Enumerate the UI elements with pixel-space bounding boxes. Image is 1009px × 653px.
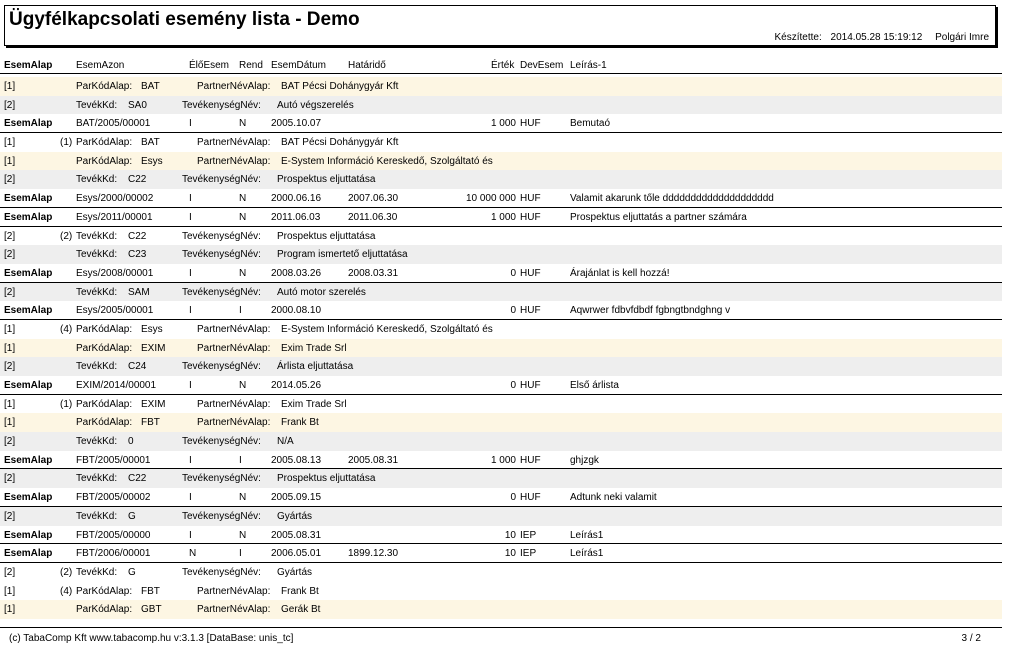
group-value-1: G [128, 566, 136, 578]
group-row [0, 600, 1002, 619]
group-value-1: EXIM [141, 342, 166, 354]
event-date: 2005.09.15 [271, 492, 322, 504]
group-value-2: Autó végszerelés [277, 99, 354, 111]
event-order: I [239, 454, 242, 466]
event-currency: IEP [520, 548, 537, 560]
event-order: N [239, 193, 247, 205]
event-order: I [239, 548, 242, 560]
event-active: I [189, 267, 192, 279]
group-key-2: TevékenységNév: [182, 174, 261, 186]
event-type: EsemAlap [4, 267, 53, 279]
group-key-1: ParKódAlap: [76, 604, 133, 616]
event-currency: HUF [520, 380, 541, 391]
group-prefix: (2) [60, 566, 73, 578]
group-key-1: TevékKd: [76, 436, 118, 448]
group-key-1: TevékKd: [76, 361, 118, 373]
event-order: N [239, 211, 247, 223]
group-tag: [2] [4, 249, 16, 261]
group-tag: [2] [4, 174, 16, 186]
event-value: 1 000 [490, 454, 516, 466]
event-description: Leírás1 [570, 529, 604, 541]
col-active: ÉlőEsem [189, 60, 230, 71]
event-active: I [189, 211, 192, 223]
col-type: EsemAlap [4, 60, 53, 71]
group-value-1: Esys [141, 155, 163, 167]
group-value-2: Gerák Bt [281, 604, 321, 616]
event-value: 10 [504, 548, 516, 560]
created-label: Készítette: [774, 32, 822, 43]
group-row [0, 339, 1002, 358]
event-deadline: 2005.08.31 [348, 454, 399, 466]
event-value: 10 [504, 529, 516, 541]
group-key-2: TevékenységNév: [182, 361, 261, 373]
group-key-2: TevékenységNév: [182, 436, 261, 448]
group-key-2: TevékenységNév: [182, 510, 261, 522]
group-key-1: ParKódAlap: [76, 81, 133, 92]
group-key-1: TevékKd: [76, 286, 118, 298]
event-date: 2006.05.01 [271, 548, 322, 560]
group-prefix: (1) [60, 398, 73, 410]
event-value: 0 [510, 380, 516, 391]
event-order: N [239, 267, 247, 279]
col-currency: DevEsem [520, 60, 564, 71]
event-currency: HUF [520, 267, 541, 279]
group-value-2: N/A [277, 436, 294, 448]
event-row [0, 488, 1002, 507]
group-key-1: TevékKd: [76, 99, 118, 111]
report-title: Ügyfélkapcsolati esemény lista - Demo [9, 9, 360, 30]
event-currency: HUF [520, 118, 541, 130]
event-value: 1 000 [490, 118, 516, 130]
event-row [0, 114, 1002, 133]
event-value: 10 000 000 [465, 193, 516, 205]
group-value-1: C22 [128, 230, 147, 242]
group-value-2: Frank Bt [281, 585, 319, 597]
event-row [0, 451, 1002, 470]
group-row [0, 413, 1002, 432]
group-key-2: PartnerNévAlap: [197, 81, 271, 92]
group-row [0, 227, 1002, 246]
group-key-1: TevékKd: [76, 510, 118, 522]
event-type: EsemAlap [4, 492, 53, 504]
event-row [0, 526, 1002, 545]
group-tag: [2] [4, 99, 16, 111]
group-tag: [1] [4, 398, 16, 410]
group-key-2: TevékenységNév: [182, 473, 261, 485]
event-row [0, 376, 1002, 395]
group-value-2: Gyártás [277, 566, 313, 578]
group-tag: [2] [4, 510, 16, 522]
event-id: Esys/2011/00001 [76, 211, 153, 223]
group-tag: [1] [4, 585, 16, 597]
group-tag: [1] [4, 604, 16, 616]
event-order: N [239, 380, 247, 391]
group-key-2: PartnerNévAlap: [197, 604, 271, 616]
col-id: EsemAzon [76, 60, 125, 71]
footer-copyright: (c) TabaComp Kft www.tabacomp.hu v:3.1.3 [DataBase: unis_tc] [9, 633, 294, 644]
event-currency: IEP [520, 529, 537, 541]
group-row [0, 582, 1002, 601]
group-prefix: (2) [60, 230, 73, 242]
event-description: Leírás1 [570, 548, 604, 560]
event-order: N [239, 492, 247, 504]
group-key-2: TevékenységNév: [182, 249, 261, 261]
event-value: 0 [510, 305, 516, 317]
group-row [0, 245, 1002, 264]
event-type: EsemAlap [4, 193, 53, 205]
group-row [0, 563, 1002, 582]
group-tag: [2] [4, 473, 16, 485]
event-description: Valamit akarunk tőle dddddddddddddddddddd [570, 193, 774, 205]
event-active: I [189, 529, 192, 541]
group-row [0, 395, 1002, 414]
event-row [0, 544, 1002, 563]
group-value-2: Frank Bt [281, 417, 319, 429]
event-date: 2011.06.03 [271, 211, 321, 223]
event-active: N [189, 548, 197, 560]
event-value: 1 000 [490, 211, 516, 223]
group-key-2: PartnerNévAlap: [197, 398, 271, 410]
group-value-1: FBT [141, 585, 160, 597]
event-currency: HUF [520, 305, 541, 317]
event-deadline: 2011.06.30 [348, 211, 398, 223]
event-type: EsemAlap [4, 305, 53, 317]
group-value-2: Autó motor szerelés [277, 286, 366, 298]
event-order: I [239, 305, 242, 317]
event-active: I [189, 193, 192, 205]
event-id: EXIM/2014/00001 [76, 380, 157, 391]
event-id: BAT/2005/00001 [76, 118, 151, 130]
group-key-2: PartnerNévAlap: [197, 417, 271, 429]
event-date: 2000.08.10 [271, 305, 322, 317]
event-type: EsemAlap [4, 548, 53, 560]
col-value: Érték [491, 60, 515, 71]
event-id: Esys/2000/00002 [76, 193, 154, 205]
group-tag: [1] [4, 417, 16, 429]
report-header [4, 5, 996, 46]
report-footer [0, 627, 1002, 648]
group-value-1: EXIM [141, 398, 166, 410]
group-row [0, 469, 1002, 488]
event-deadline: 1899.12.30 [348, 548, 399, 560]
group-tag: [2] [4, 566, 16, 578]
group-key-1: TevékKd: [76, 230, 118, 242]
created-info [769, 32, 989, 43]
col-deadline: Határidő [348, 60, 386, 71]
event-currency: HUF [520, 193, 541, 205]
group-tag: [2] [4, 230, 16, 242]
event-date: 2005.08.31 [271, 529, 322, 541]
event-description: Adtunk neki valamit [570, 492, 657, 504]
group-key-2: PartnerNévAlap: [197, 585, 271, 597]
group-key-1: TevékKd: [76, 249, 118, 261]
group-tag: [1] [4, 137, 16, 149]
group-prefix: (4) [60, 323, 73, 335]
group-value-2: Exim Trade Srl [281, 342, 347, 354]
column-header-row [0, 58, 1002, 74]
event-id: FBT/2005/00002 [76, 492, 151, 504]
group-tag: [1] [4, 323, 16, 335]
group-row [0, 507, 1002, 526]
event-type: EsemAlap [4, 118, 53, 130]
event-active: I [189, 454, 192, 466]
event-type: EsemAlap [4, 529, 53, 541]
group-key-2: PartnerNévAlap: [197, 342, 271, 354]
event-row [0, 208, 1002, 227]
event-id: FBT/2005/00001 [76, 454, 151, 466]
group-key-1: ParKódAlap: [76, 137, 133, 149]
group-key-2: TevékenységNév: [182, 230, 261, 242]
report-body [0, 77, 1002, 619]
group-key-1: ParKódAlap: [76, 398, 133, 410]
group-value-1: 0 [128, 436, 134, 448]
group-row [0, 283, 1002, 302]
event-description: Első árlista [570, 380, 619, 391]
group-value-2: Exim Trade Srl [281, 398, 347, 410]
group-key-1: TevékKd: [76, 174, 118, 186]
group-value-2: BAT Pécsi Dohánygyár Kft [281, 81, 399, 92]
group-tag: [1] [4, 81, 16, 92]
group-value-1: SA0 [128, 99, 147, 111]
group-tag: [2] [4, 436, 16, 448]
group-value-2: Program ismertető eljuttatása [277, 249, 408, 261]
created-datetime: 2014.05.28 15:19:12 [830, 32, 923, 43]
group-value-1: GBT [141, 604, 162, 616]
group-value-2: E-System Információ Kereskedő, Szolgáltató és [281, 323, 493, 335]
event-date: 2005.08.13 [271, 454, 322, 466]
group-prefix: (4) [60, 585, 73, 597]
event-row [0, 301, 1002, 320]
group-value-2: Árlista eljuttatása [277, 361, 354, 373]
event-type: EsemAlap [4, 211, 53, 223]
group-value-1: BAT [141, 137, 160, 149]
group-value-1: SAM [128, 286, 150, 298]
event-id: Esys/2005/00001 [76, 305, 154, 317]
group-key-2: PartnerNévAlap: [197, 323, 271, 335]
group-value-1: C22 [128, 174, 147, 186]
event-id: FBT/2006/00001 [76, 548, 151, 560]
group-row [0, 152, 1002, 171]
group-value-2: Prospektus eljuttatása [277, 473, 376, 485]
event-description: Bemutaó [570, 118, 611, 130]
group-value-2: Prospektus eljuttatása [277, 174, 376, 186]
group-value-1: C24 [128, 361, 147, 373]
group-value-1: BAT [141, 81, 160, 92]
group-row [0, 96, 1002, 115]
group-value-1: C23 [128, 249, 147, 261]
group-key-1: ParKódAlap: [76, 323, 133, 335]
group-tag: [2] [4, 361, 16, 373]
col-description: Leírás-1 [570, 60, 607, 71]
event-order: N [239, 118, 247, 130]
group-key-2: PartnerNévAlap: [197, 137, 271, 149]
event-value: 0 [510, 492, 516, 504]
group-key-1: TevékKd: [76, 473, 118, 485]
event-currency: HUF [520, 492, 541, 504]
group-row [0, 170, 1002, 189]
group-key-1: TevékKd: [76, 566, 118, 578]
group-value-2: Gyártás [277, 510, 313, 522]
event-date: 2000.06.16 [271, 193, 322, 205]
group-tag: [1] [4, 155, 16, 167]
group-key-2: TevékenységNév: [182, 566, 261, 578]
event-description: Prospektus eljuttatás a partner számára [570, 211, 747, 223]
event-date: 2014.05.26 [271, 380, 322, 391]
event-currency: HUF [520, 211, 541, 223]
event-type: EsemAlap [4, 454, 53, 466]
group-tag: [1] [4, 342, 16, 354]
event-id: FBT/2005/00000 [76, 529, 151, 541]
group-key-2: TevékenységNév: [182, 286, 261, 298]
group-row [0, 357, 1002, 376]
event-description: ghjzgk [570, 454, 599, 466]
event-description: Árajánlat is kell hozzá! [570, 267, 670, 279]
group-value-1: FBT [141, 417, 160, 429]
group-key-1: ParKódAlap: [76, 417, 133, 429]
event-active: I [189, 380, 192, 391]
group-value-2: BAT Pécsi Dohánygyár Kft [281, 137, 399, 149]
group-prefix: (1) [60, 137, 73, 149]
event-order: N [239, 529, 247, 541]
group-value-1: C22 [128, 473, 147, 485]
event-active: I [189, 492, 192, 504]
group-value-2: Prospektus eljuttatása [277, 230, 376, 242]
event-row [0, 189, 1002, 208]
group-key-2: TevékenységNév: [182, 99, 261, 111]
group-value-1: G [128, 510, 136, 522]
event-deadline: 2008.03.31 [348, 267, 399, 279]
group-row [0, 432, 1002, 451]
group-row [0, 133, 1002, 152]
event-deadline: 2007.06.30 [348, 193, 399, 205]
event-id: Esys/2008/00001 [76, 267, 154, 279]
event-active: I [189, 118, 192, 130]
group-key-1: ParKódAlap: [76, 155, 133, 167]
col-date: EsemDátum [271, 60, 327, 71]
group-key-1: ParKódAlap: [76, 342, 133, 354]
event-type: EsemAlap [4, 380, 53, 391]
event-date: 2005.10.07 [271, 118, 322, 130]
created-author: Polgári Imre [935, 32, 989, 43]
group-value-1: Esys [141, 323, 163, 335]
group-key-2: PartnerNévAlap: [197, 155, 271, 167]
col-order: Rend [239, 60, 263, 71]
group-row [0, 320, 1002, 339]
event-currency: HUF [520, 454, 541, 466]
event-description: Aqwrwer fdbvfdbdf fgbngtbndghng v [570, 305, 731, 317]
event-active: I [189, 305, 192, 317]
group-row [0, 77, 1002, 96]
page-number: 3 / 2 [961, 633, 981, 644]
group-tag: [2] [4, 286, 16, 298]
group-value-2: E-System Információ Kereskedő, Szolgáltató és [281, 155, 493, 167]
group-key-1: ParKódAlap: [76, 585, 133, 597]
event-row [0, 264, 1002, 283]
event-value: 0 [510, 267, 516, 279]
event-date: 2008.03.26 [271, 267, 322, 279]
